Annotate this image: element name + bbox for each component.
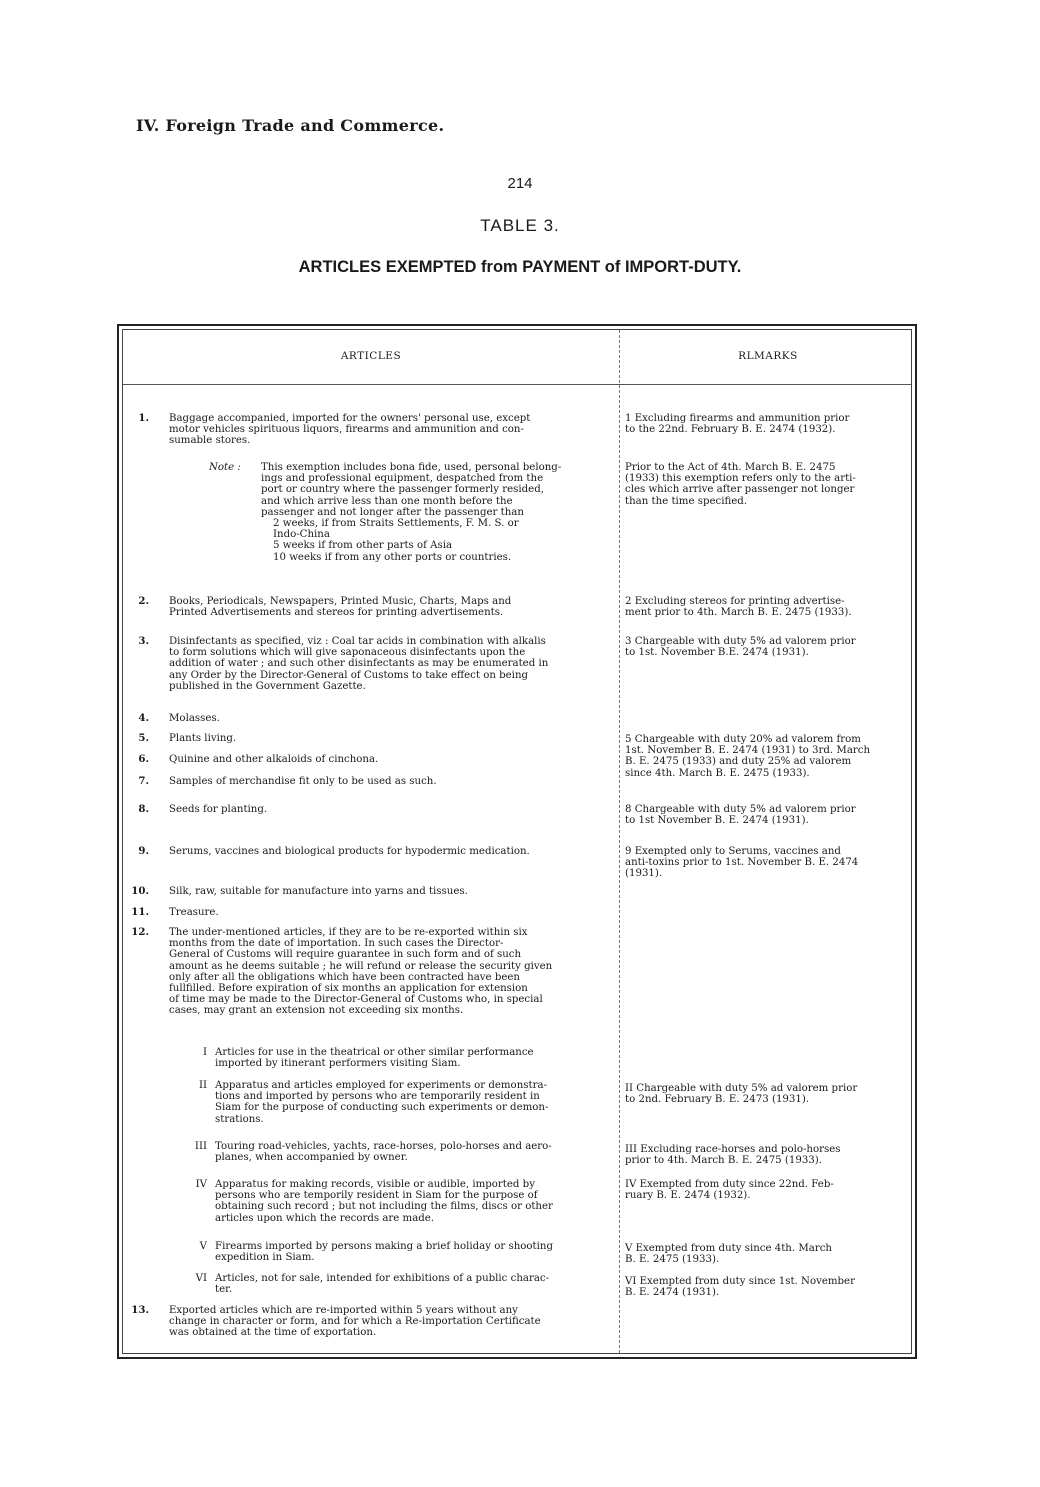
remark-text: 2 Excluding stereos for printing advertise- ment prior to 4th. March B. E. 2475 (1933).	[625, 596, 852, 619]
article-text: Silk, raw, suitable for manufacture into yarns and tissues.	[169, 886, 468, 897]
article-text: Baggage accompanied, imported for the owners' personal use, except motor vehicles spirituous liquors, firearms and ammunition and con- sumable stores.	[169, 413, 531, 447]
subitem-number: III	[194, 1141, 207, 1152]
remark-text: Prior to the Act of 4th. March B. E. 2475 (1933) this exemption refers only to the arti- cles which arrive after passenger not longer than the time specified.	[625, 462, 856, 507]
article-text: Serums, vaccines and biological products for hypodermic medication.	[169, 846, 530, 857]
subitem-text: Articles, not for sale, intended for exhibitions of a public charac- ter.	[215, 1273, 550, 1296]
item-number: 10.	[131, 885, 149, 897]
item-number: 2.	[138, 595, 149, 607]
subitem-number: I	[202, 1047, 207, 1058]
column-header-remarks: RLMARKS	[738, 350, 798, 362]
note-label: Note :	[209, 462, 241, 473]
remark-text: 8 Chargeable with duty 5% ad valorem prior to 1st November B. E. 2474 (1931).	[625, 804, 856, 827]
remark-text: 3 Chargeable with duty 5% ad valorem prior to 1st. November B.E. 2474 (1931).	[625, 636, 856, 659]
article-text: Plants living.	[169, 733, 237, 744]
item-number: 6.	[138, 753, 149, 765]
article-text: Exported articles which are re-imported within 5 years without any change in character or form, and for which a Re-importation Certificate was obtained at the time of exportation.	[169, 1305, 541, 1339]
subitem-text: Articles for use in the theatrical or other similar performance imported by itinerant performers visiting Siam.	[215, 1047, 534, 1070]
item-number: 8.	[138, 803, 149, 815]
remark-text: III Excluding race-horses and polo-horses prior to 4th. March B. E. 2475 (1933).	[625, 1144, 841, 1167]
article-text: Disinfectants as specified, viz : Coal tar acids in combination with alkalis to form solutions which will give saponaceous disinfectants upon the addition of water ; and such other disinfectants as may be enumerated in any Order by the Director-General of Customs to take effect on being published in the Government Gazette.	[169, 636, 549, 692]
table-inner-border	[122, 329, 912, 1354]
item-number: 5.	[138, 732, 149, 744]
item-number: 12.	[131, 926, 149, 938]
remark-text: VI Exempted from duty since 1st. November B. E. 2474 (1931).	[625, 1276, 855, 1299]
remark-text: IV Exempted from duty since 22nd. Feb- ruary B. E. 2474 (1932).	[625, 1179, 834, 1202]
note-sublist: 2 weeks, if from Straits Settlements, F. M. S. or Indo-China 5 weeks if from other parts of Asia 10 weeks if from any other ports or countries.	[273, 518, 519, 563]
subitem-text: Apparatus for making records, visible or audible, imported by persons who are temporily resident in Siam for the purpose of obtaining such record ; but not including the films, discs or other articles upon which the records are made.	[215, 1179, 553, 1224]
article-text: Samples of merchandise fit only to be used as such.	[169, 776, 437, 787]
article-text: Molasses.	[169, 713, 220, 724]
article-text: Treasure.	[169, 907, 219, 918]
table-title: ARTICLES EXEMPTED from PAYMENT of IMPORT-DUTY.	[298, 258, 742, 276]
subitem-number: VI	[195, 1273, 207, 1284]
remark-text: 1 Excluding firearms and ammunition prior to the 22nd. February B. E. 2474 (1932).	[625, 413, 850, 436]
subitem-number: IV	[195, 1179, 207, 1190]
table-number: TABLE 3.	[480, 216, 560, 235]
remark-text: 9 Exempted only to Serums, vaccines and anti-toxins prior to 1st. November B. E. 2474 (1931).	[625, 846, 859, 880]
page-number: 214	[507, 175, 533, 192]
item-number: 3.	[138, 635, 149, 647]
column-header-articles: ARTICLES	[340, 350, 402, 362]
subitem-text: Touring road-vehicles, yachts, race-horses, polo-horses and aero- planes, when accompanied by owner.	[215, 1141, 552, 1164]
article-text: Quinine and other alkaloids of cinchona.	[169, 754, 379, 765]
subitem-number: V	[199, 1241, 207, 1252]
article-text: The under-mentioned articles, if they are to be re-exported within six months from the date of importation. In such cases the Director- General of Customs will require guarantee in such form and of such amount as he deems suitable ; he will refund or release the security given only after all the obligations which have been contracted have been fullfilled. Before expiration of six months an application for extension of time may be made to the Director-General of Customs who, in special cases, may grant an extension not exceeding six months.	[169, 927, 553, 1017]
subitem-number: II	[198, 1080, 207, 1091]
remark-text: V Exempted from duty since 4th. March B. E. 2475 (1933).	[625, 1243, 832, 1266]
column-divider	[619, 330, 620, 1353]
article-text: Seeds for planting.	[169, 804, 268, 815]
article-text: Books, Periodicals, Newspapers, Printed Music, Charts, Maps and Printed Advertisements and stereos for printing advertisements.	[169, 596, 512, 619]
subitem-text: Firearms imported by persons making a brief holiday or shooting expedition in Siam.	[215, 1241, 553, 1264]
item-number: 4.	[138, 712, 149, 724]
item-number: 1.	[138, 412, 149, 424]
item-number: 9.	[138, 845, 149, 857]
header-rule	[123, 384, 911, 385]
remark-text: 5 Chargeable with duty 20% ad valorem from 1st. November B. E. 2474 (1931) to 3rd. March B. E. 2475 (1933) and duty 25% ad valorem since 4th. March B. E. 2475 (1933).	[625, 734, 871, 779]
section-heading: IV. Foreign Trade and Commerce.	[136, 116, 445, 135]
item-number: 11.	[131, 906, 149, 918]
table-frame	[117, 324, 917, 1359]
note-text: This exemption includes bona fide, used, personal belong- ings and professional equipment, despatched from the port or country where the passenger formerly resided, and which arrive less than one month before the passenger and not longer after the passenger than	[261, 462, 562, 518]
subitem-text: Apparatus and articles employed for experiments or demonstra- tions and imported by persons who are temporarily resident in Siam for the purpose of conducting such experiments or demon- strations.	[215, 1080, 549, 1125]
item-number: 7.	[138, 775, 149, 787]
remark-text: II Chargeable with duty 5% ad valorem prior to 2nd. February B. E. 2473 (1931).	[625, 1083, 858, 1106]
item-number: 13.	[131, 1304, 149, 1316]
